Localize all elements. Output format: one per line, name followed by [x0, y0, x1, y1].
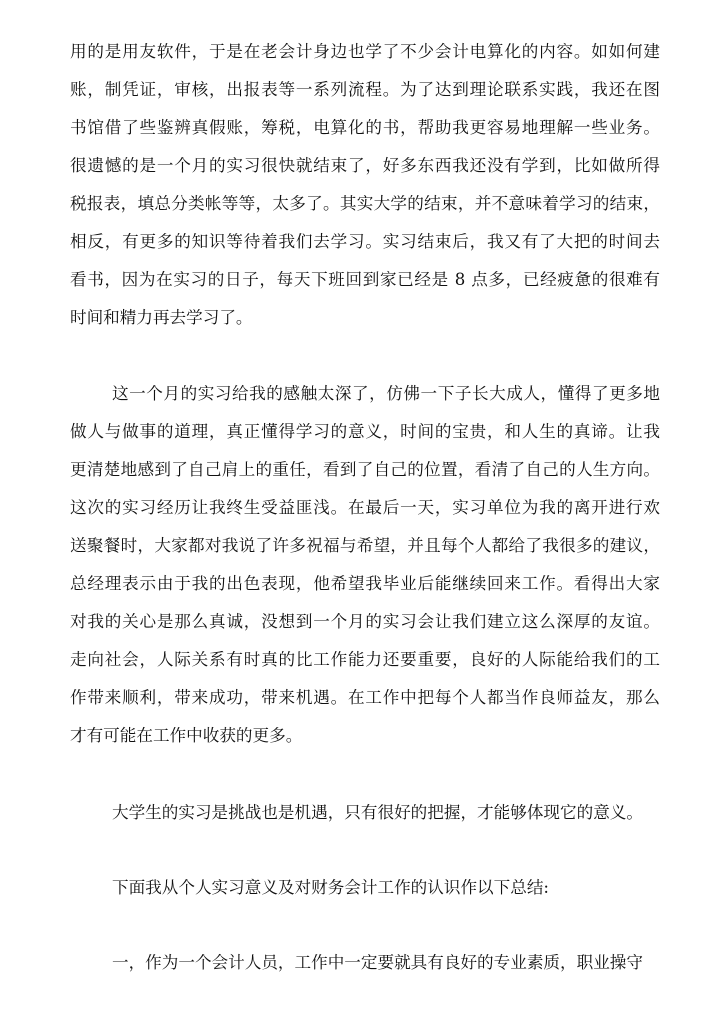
paragraph-1-line-6: 相反，有更多的知识等待着我们去学习。实习结束后，我又有了大把的时间去: [70, 232, 660, 251]
paragraph-2-line-3: 更清楚地感到了自己肩上的重任，看到了自己的位置，看清了自己的人生方向。: [70, 460, 660, 479]
paragraph-1-line-7: 看书，因为在实习的日子，每天下班回到家已经是 8 点多，已经疲惫的很难有: [70, 270, 660, 289]
paragraph-1-line-2: 账，制凭证，审核，出报表等一系列流程。为了达到理论联系实践，我还在图: [70, 80, 660, 99]
paragraph-2-line-2: 做人与做事的道理，真正懂得学习的意义，时间的宝贵，和人生的真谛。让我: [70, 422, 660, 441]
paragraph-2-line-5: 送聚餐时，大家都对我说了许多祝福与希望，并且每个人都给了我很多的建议，: [70, 536, 660, 555]
paragraph-2-line-8: 走向社会，人际关系有时真的比工作能力还要重要，良好的人际能给我们的工: [70, 650, 660, 669]
paragraph-2-line-6: 总经理表示由于我的出色表现，他希望我毕业后能继续回来工作。看得出大家: [70, 574, 660, 593]
paragraph-1-line-4: 很遗憾的是一个月的实习很快就结束了，好多东西我还没有学到，比如做所得: [70, 156, 660, 175]
paragraph-4-line-1: 下面我从个人实习意义及对财务会计工作的认识作以下总结:: [112, 878, 550, 897]
paragraph-5-line-1: 一，作为一个会计人员，工作中一定要就具有良好的专业素质，职业操守: [112, 953, 643, 972]
paragraph-2-line-4: 这次的实习经历让我终生受益匪浅。在最后一天，实习单位为我的离开进行欢: [70, 498, 660, 517]
paragraph-2-line-7: 对我的关心是那么真诚，没想到一个月的实习会让我们建立这么深厚的友谊。: [70, 612, 660, 631]
paragraph-2-line-9: 作带来顺利，带来成功，带来机遇。在工作中把每个人都当作良师益友，那么: [70, 688, 660, 707]
paragraph-2-line-1: 这一个月的实习给我的感触太深了，仿佛一下子长大成人，懂得了更多地: [112, 384, 660, 403]
paragraph-1-line-3: 书馆借了些鉴辨真假账，筹税，电算化的书，帮助我更容易地理解一些业务。: [70, 118, 660, 137]
paragraph-1-line-8: 时间和精力再去学习了。: [70, 308, 253, 327]
paragraph-1-line-5: 税报表，填总分类帐等等，太多了。其实大学的结束，并不意味着学习的结束，: [70, 194, 660, 213]
paragraph-3-line-1: 大学生的实习是挑战也是机遇，只有很好的把握，才能够体现它的意义。: [112, 803, 643, 822]
paragraph-2-line-10: 才有可能在工作中收获的更多。: [70, 726, 303, 745]
paragraph-1-line-1: 用的是用友软件，于是在老会计身边也学了不少会计电算化的内容。如如何建: [70, 42, 660, 61]
